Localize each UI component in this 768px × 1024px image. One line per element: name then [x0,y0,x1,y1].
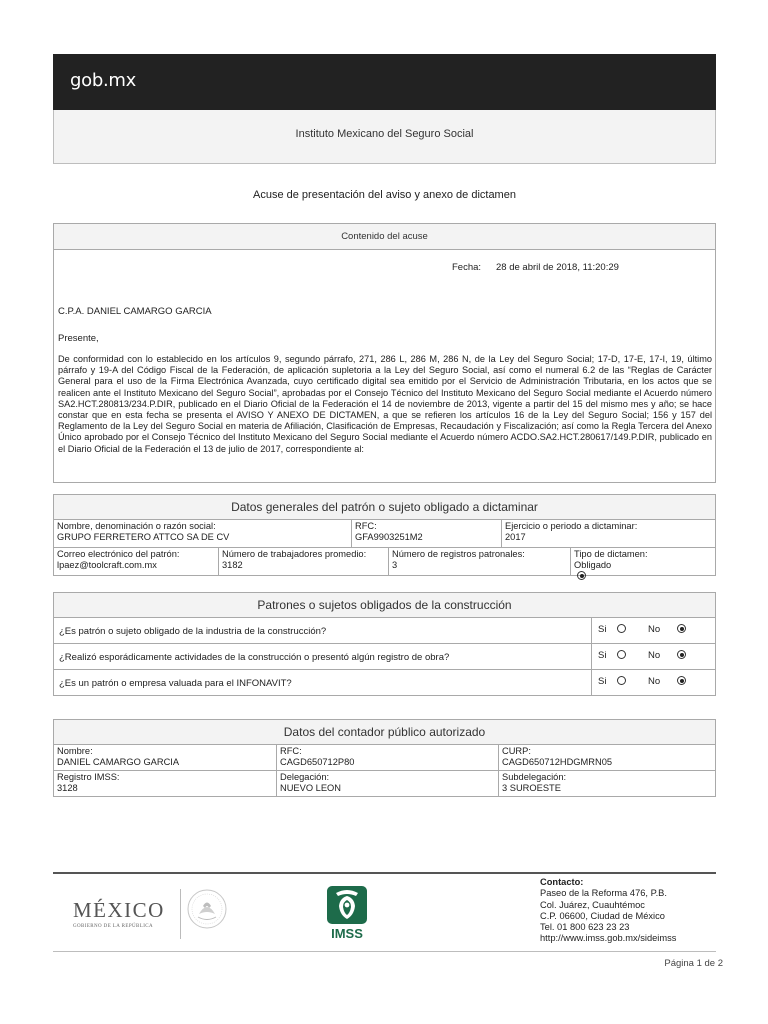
ejercicio-label: Ejercicio o periodo a dictaminar: [505,521,638,531]
question-text: ¿Realizó esporádicamente actividades de la construcción o presentó algún registro de obra? [59,652,450,663]
fecha-label: Fecha: [452,262,482,273]
no-radio[interactable] [677,624,686,633]
contador-nombre-cell [54,745,276,770]
rfc-cell [351,520,501,547]
page-number: Página 1 de 2 [664,958,723,969]
trabajadores-label: Número de trabajadores promedio: [222,549,367,559]
question-text: ¿Es patrón o sujeto obligado de la industria de la construcción? [59,626,327,637]
subdelegacion-value: 3 SUROESTE [502,783,561,793]
imss-logo-icon [322,884,372,942]
contact-title: Contacto: [540,877,584,887]
registros-value: 3 [392,560,398,570]
logo-divider [180,889,181,939]
trabajadores-value: 3182 [222,560,243,570]
question-text: ¿Es un patrón o empresa valuada para el INFONAVIT? [59,678,292,689]
delegacion-cell [276,771,498,797]
obligado-radio[interactable] [577,571,586,580]
tipo-dictamen-cell [570,548,715,576]
contact-city: C.P. 06600, Ciudad de México [540,910,665,921]
si-label: Si [598,676,607,687]
rfc-label: RFC: [355,521,377,531]
contador-nombre-value: DANIEL CAMARGO GARCIA [57,757,180,767]
subdelegacion-label: Subdelegación: [502,772,567,782]
registro-imss-label: Registro IMSS: [57,772,120,782]
logo-dot: . [102,70,109,91]
no-label: No [648,624,661,635]
tipo-dictamen-label: Tipo de dictamen: [574,549,648,559]
question-row [54,644,715,670]
footer [53,874,716,952]
registros-cell [388,548,570,576]
national-seal-icon [186,888,228,930]
institution-title: Instituto Mexicano del Seguro Social [295,128,474,140]
si-label: Si [598,624,607,635]
contador-curp-value: CAGD650712HDGMRN05 [502,757,613,767]
correo-label: Correo electrónico del patrón: [57,549,180,559]
institution-banner [53,110,716,164]
answer-options [591,644,716,669]
contact-colonia: Col. Juárez, Cuauhtémoc [540,899,645,910]
question-row [54,618,715,644]
rfc-value: GFA9903251M2 [355,532,423,542]
contador-curp-label: CURP: [502,746,531,756]
correo-cell [54,548,218,576]
contact-address: Paseo de la Reforma 476, P.B. [540,888,667,899]
si-radio[interactable] [617,676,626,685]
correo-value: lpaez@toolcraft.com.mx [57,560,157,570]
logo-suffix: mx [108,70,136,91]
contador-nombre-label: Nombre: [57,746,93,756]
trabajadores-cell [218,548,388,576]
no-radio[interactable] [677,676,686,685]
construccion-panel [53,592,716,696]
greeting: Presente, [58,333,99,344]
answer-options [591,670,716,696]
acuse-body-text: De conformidad con lo establecido en los artículos 9, segundo párrafo, 271, 286 L, 286 M, 286 N, de la Ley del Seguro Social; 17-D, 17-E, 17-I, 19, último párrafo y 19-A del Código Fiscal de la Federación, de aplicación supletoria a la Ley del Seguro Social, así como el numeral 6.2 de las “Reglas de Carácter General para el uso de la Firma Electrónica Avanzada, cuyo certificado digital sea emitido por el Servicio de Administración Tributaria, en los actos que se realicen ante el Instituto Mexicano del Seguro Social”, aprobadas por el Consejo Técnico del Instituto Mexicano del Seguro Social mediante el Acuerdo número SA2.HCT.280813/234.P.DIR, publicado en el Diario Oficial de la Federación el 14 de noviembre de 2013, vigente a partir del 15 del mismo mes y año; se hace constar que en esta fecha se presenta el AVISO Y ANEXO DE DICTAMEN, a que se refieren los artículos 16 de la Ley del Seguro Social; 156 y 157 del Reglamento de la Ley del Seguro Social en materia de Afiliación, Clasificación de Empresas, Recaudación y Fiscalización; así como la Regla Tercera del Anexo Único aprobado por el Consejo Técnico del Instituto Mexicano del Seguro Social mediante el Acuerdo número ACDO.SA2.HCT.280617/149.P.DIR, publicado en el Diario Oficial de la Federación el 13 de julio de 2017, correspondiente al: [58,354,712,454]
mexico-logo-text: MÉXICO [73,898,165,922]
contador-row-1 [54,745,715,771]
delegacion-label: Delegación: [280,772,330,782]
contador-rfc-cell [276,745,498,770]
contador-panel [53,719,716,797]
answer-options [591,618,716,643]
datos-row-2 [54,548,715,576]
nombre-cell [54,520,351,547]
no-label: No [648,676,661,687]
contador-curp-cell [498,745,715,770]
datos-generales-heading: Datos generales del patrón o sujeto obligado a dictaminar [54,495,715,520]
contact-phone: Tel. 01 800 623 23 23 [540,922,630,933]
contador-row-2 [54,771,715,797]
contador-rfc-value: CAGD650712P80 [280,757,355,767]
datos-row-1 [54,520,715,548]
logo-text: gob [70,70,103,91]
si-radio[interactable] [617,650,626,659]
si-label: Si [598,650,607,661]
gob-header-bar [53,54,716,110]
question-row [54,670,715,696]
acuse-heading: Contenido del acuse [54,224,715,250]
construccion-heading: Patrones o sujetos obligados de la construcción [54,593,715,618]
no-radio[interactable] [677,650,686,659]
datos-generales-panel [53,494,716,576]
registros-label: Número de registros patronales: [392,549,525,559]
recipient-name: C.P.A. DANIEL CAMARGO GARCIA [58,306,212,317]
nombre-label: Nombre, denominación o razón social: [57,521,216,531]
document-title: Acuse de presentación del aviso y anexo de dictamen [253,189,516,201]
ejercicio-cell [501,520,715,547]
acuse-panel [53,223,716,483]
contact-url[interactable]: http://www.imss.gob.mx/sideimss [540,933,677,944]
si-radio[interactable] [617,624,626,633]
gob-mx-logo[interactable] [70,70,136,91]
obligado-label: Obligado [574,560,612,570]
subdelegacion-cell [498,771,715,797]
registro-imss-value: 3128 [57,783,78,793]
imss-logo-text: IMSS [331,926,363,941]
mexico-logo-subtitle: GOBIERNO DE LA REPÚBLICA [73,924,154,929]
contador-rfc-label: RFC: [280,746,302,756]
contador-heading: Datos del contador público autorizado [54,720,715,745]
ejercicio-value: 2017 [505,532,526,542]
fecha-value: 28 de abril de 2018, 11:20:29 [496,262,619,273]
delegacion-value: NUEVO LEON [280,783,341,793]
contact-block [540,877,676,945]
no-label: No [648,650,661,661]
nombre-value: GRUPO FERRETERO ATTCO SA DE CV [57,532,230,542]
registro-imss-cell [54,771,276,797]
